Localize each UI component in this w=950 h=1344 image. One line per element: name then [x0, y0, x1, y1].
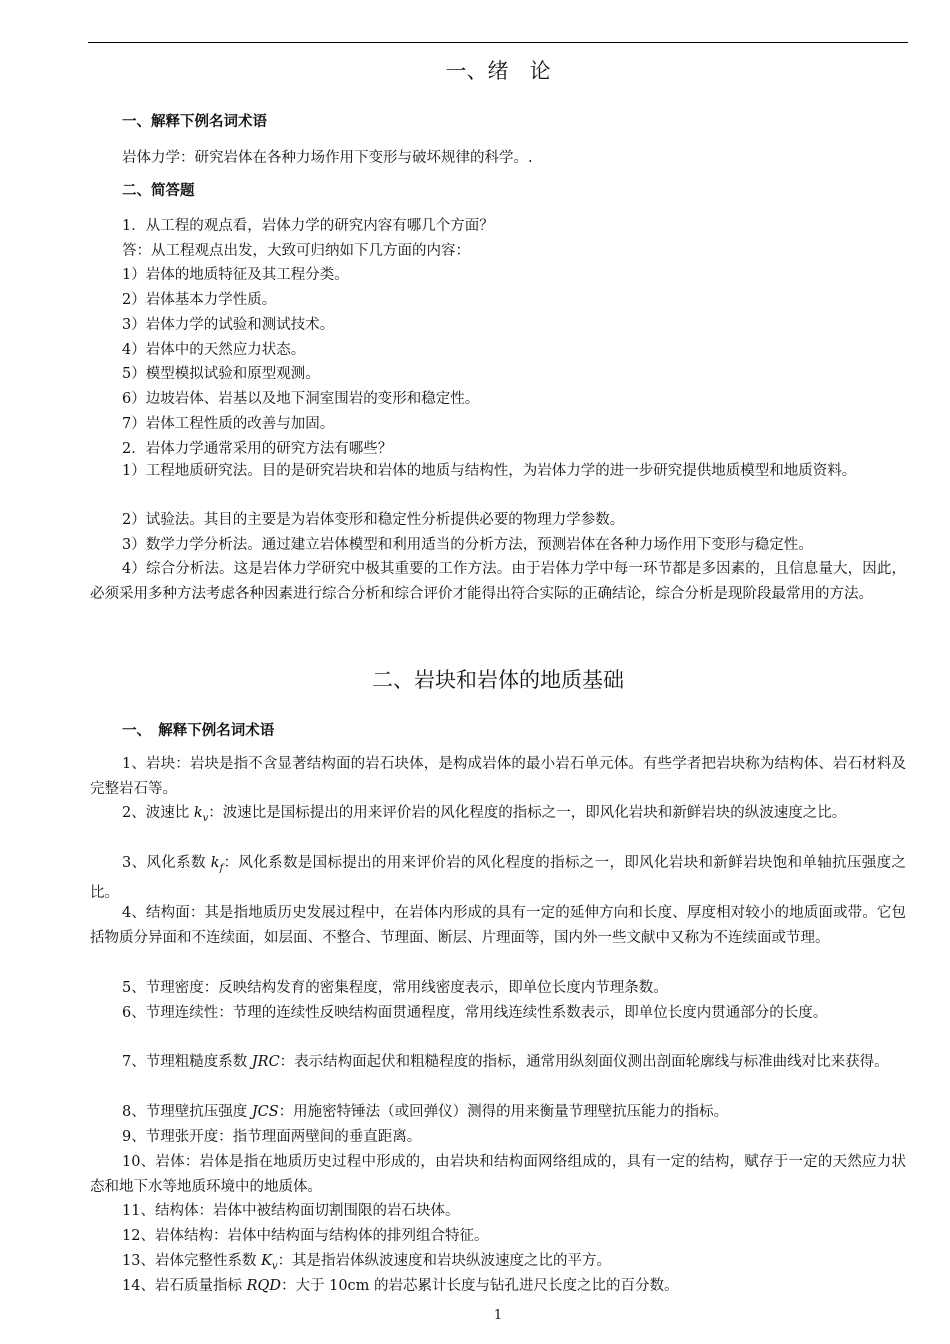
- section1-subheading-terms: 一、解释下例名词术语: [122, 114, 267, 130]
- term-13: 13、岩体完整性系数 $K_v$：其是指岩体纵波速度和岩块纵波速度之比的平方。: [122, 1253, 612, 1272]
- answer-item: 2）岩体基本力学性质。: [122, 292, 277, 308]
- page-number: 1: [493, 1308, 503, 1323]
- method-paragraph: 3）数学力学分析法。通过建立岩体模型和利用适当的分析方法，预测岩体在各种力场作用下变形与稳定性。: [122, 537, 813, 553]
- term-2: 2、波速比 $k_v$：波速比是国标提出的用来评价岩的风化程度的指标之一，即风化岩块和新鲜岩块的纵波速度之比。: [122, 805, 847, 824]
- answer-item: 7）岩体工程性质的改善与加固。: [122, 416, 335, 432]
- term-9: 9、节理张开度：指节理面两壁间的垂直距离。: [122, 1129, 422, 1145]
- section1-subheading-questions: 二、简答题: [122, 183, 195, 199]
- answer-item: 6）边坡岩体、岩基以及地下洞室围岩的变形和稳定性。: [122, 391, 480, 407]
- answer-item: 1）岩体的地质特征及其工程分类。: [122, 267, 349, 283]
- method-paragraph: 1）工程地质研究法。目的是研究岩块和岩体的地质与结构性，为岩体力学的进一步研究提供地质模型和地质资料。: [122, 463, 857, 479]
- term-7: 7、节理粗糙度系数 JRC：表示结构面起伏和粗糙程度的指标，通常用纵刻面仪测出剖面轮廓线与标准曲线对比来获得。: [122, 1054, 889, 1070]
- section2-subheading-terms: 一、 解释下例名词术语: [122, 723, 275, 739]
- term-8: 8、节理壁抗压强度 JCS：用施密特锤法（或回弹仪）测得的用来衡量节理壁抗压能力的指标。: [122, 1104, 729, 1120]
- term-10: 10、岩体：岩体是指在地质历史过程中形成的，由岩块和结构面网络组成的，具有一定的结构，赋存于一定的天然应力状态和地下水等地质环境中的地质体。: [90, 1154, 906, 1195]
- section1-title: 一、绪 论: [445, 59, 551, 83]
- answer-1-intro: 答：从工程观点出发，大致可归纳如下几方面的内容：: [122, 243, 470, 259]
- term-14: 14、岩石质量指标 RQD：大于 10cm 的岩芯累计长度与钻孔进尺长度之比的百分数。: [122, 1278, 679, 1294]
- question-2: 2．岩体力学通常采用的研究方法有哪些？: [122, 441, 393, 457]
- section2-title: 二、岩块和岩体的地质基础: [372, 668, 624, 692]
- question-1: 1．从工程的观点看，岩体力学的研究内容有哪几个方面？: [122, 218, 494, 234]
- term-11: 11、结构体：岩体中被结构面切割围限的岩石块体。: [122, 1203, 460, 1219]
- method-paragraph: 2）试验法。其目的主要是为岩体变形和稳定性分析提供必要的物理力学参数。: [122, 512, 625, 528]
- term-3: 3、风化系数 $k_f$：风化系数是国标提出的用来评价岩的风化程度的指标之一，即风化岩块和新鲜岩块饱和单轴抗压强度之比。: [90, 855, 906, 902]
- answer-item: 4）岩体中的天然应力状态。: [122, 342, 306, 358]
- method-paragraph: 4）综合分析法。这是岩体力学研究中极其重要的工作方法。由于岩体力学中每一环节都是多因素的，且信息量大，因此，必须采用多种方法考虑各种因素进行综合分析和综合评价才能得出符合实际的正确结论，综合分析是现阶段最常用的方法。: [90, 561, 906, 602]
- term-6: 6、节理连续性：节理的连续性反映结构面贯通程度，常用线连续性系数表示，即单位长度内贯通部分的长度。: [122, 1005, 828, 1021]
- term-5: 5、节理密度：反映结构发育的密集程度，常用线密度表示，即单位长度内节理条数。: [122, 980, 668, 996]
- term-1: 1、岩块：岩块是指不含显著结构面的岩石块体，是构成岩体的最小岩石单元体。有些学者把岩块称为结构体、岩石材料及完整岩石等。: [90, 756, 906, 797]
- definition-rock-mechanics: 岩体力学：研究岩体在各种力场作用下变形与破坏规律的科学。.: [122, 150, 533, 166]
- answer-item: 3）岩体力学的试验和测试技术。: [122, 317, 335, 333]
- term-12: 12、岩体结构：岩体中结构面与结构体的排列组合特征。: [122, 1228, 489, 1244]
- header-rule: [88, 42, 908, 43]
- term-4: 4、结构面：其是指地质历史发展过程中，在岩体内形成的具有一定的延伸方向和长度、厚度相对较小的地质面或带。它包括物质分异面和不连续面，如层面、不整合、节理面、断层、片理面等，国内外一些文献中又称为不连续面或节理。: [90, 905, 906, 946]
- answer-item: 5）模型模拟试验和原型观测。: [122, 366, 320, 382]
